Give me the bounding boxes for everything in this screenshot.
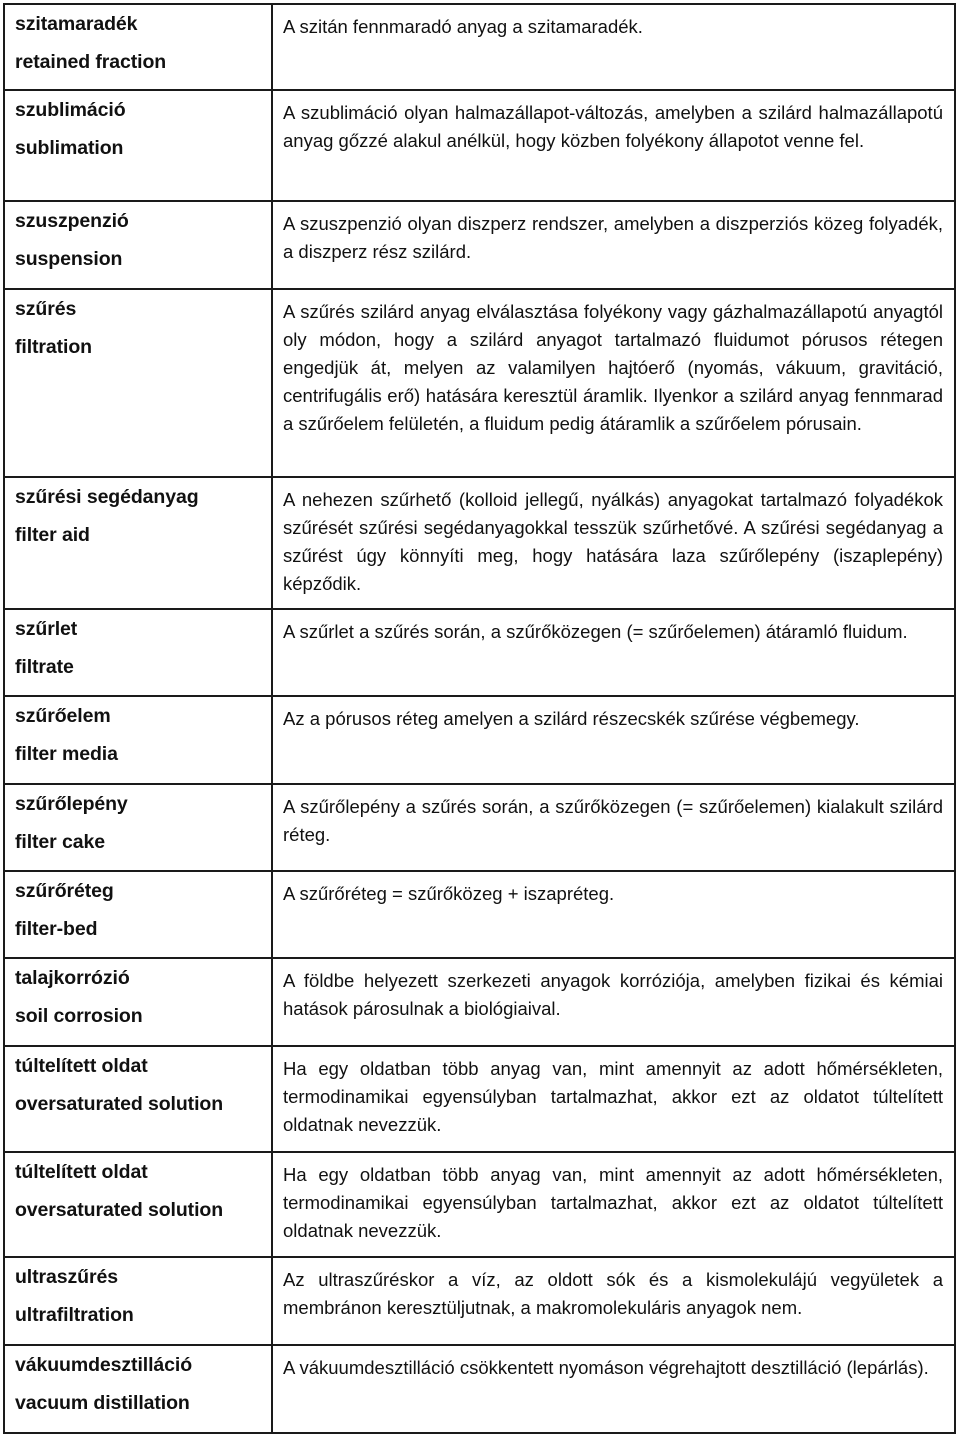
glossary-row	[4, 4, 955, 90]
term-cell	[4, 289, 272, 477]
term-english: oversaturated solution	[15, 1093, 224, 1115]
term-hungarian: szublimáció	[15, 99, 126, 121]
glossary-row	[4, 696, 955, 784]
term-cell	[4, 1046, 272, 1152]
definition-cell	[272, 477, 955, 609]
term-hungarian: szűrlet	[15, 618, 78, 640]
definition-cell	[272, 201, 955, 289]
term-cell	[4, 784, 272, 871]
term-english: filtrate	[15, 656, 74, 678]
definition-text: A szűrés szilárd anyag elválasztása folyékony vagy gázhalmazállapotú anyagtól oly módon, hogy a szilárd anyagot tartalmazó fluidumot pórusos rétegen engedjük át, melyen az valamilyen hajtóerő (nyomás, vákuum, gravitáció, centrifugális erő) hatására keresztül áramlik. Ilyenkor a szilárd anyag fennmarad a szűrőelem felületén, a fluidum pedig átáramlik a szűrőelem pórusain.	[283, 301, 943, 434]
glossary-row	[4, 609, 955, 696]
term-english: filter-bed	[15, 918, 98, 940]
definition-text: A szűrőréteg = szűrőközeg + iszapréteg.	[283, 883, 615, 904]
term-hungarian: szitamaradék	[15, 13, 138, 35]
term-hungarian: vákuumdesztilláció	[15, 1354, 193, 1376]
term-cell	[4, 696, 272, 784]
definition-text: A vákuumdesztilláció csökkentett nyomáson végrehajtott desztilláció (lepárlás).	[283, 1357, 929, 1378]
glossary-row	[4, 90, 955, 201]
term-hungarian: szuszpenzió	[15, 210, 129, 232]
definition-cell	[272, 784, 955, 871]
term-cell	[4, 477, 272, 609]
term-hungarian: ultraszűrés	[15, 1266, 118, 1288]
term-cell	[4, 1345, 272, 1433]
term-cell	[4, 871, 272, 958]
term-english: oversaturated solution	[15, 1199, 224, 1221]
definition-text: A szitán fennmaradó anyag a szitamaradék.	[283, 16, 643, 37]
term-english: filter media	[15, 743, 118, 765]
glossary-row	[4, 1257, 955, 1345]
glossary-row	[4, 1345, 955, 1433]
definition-cell	[272, 871, 955, 958]
term-hungarian: szűrőelem	[15, 705, 111, 727]
definition-text: Ha egy oldatban több anyag van, mint amennyit az adott hőmérsékleten, termodinamikai egyensúlyban tartalmazhat, akkor ezt az oldatot túltelített oldatnak nevezzük.	[283, 1058, 943, 1135]
glossary-row	[4, 871, 955, 958]
glossary-row	[4, 1152, 955, 1257]
term-hungarian: túltelített oldat	[15, 1055, 148, 1077]
definition-text: A földbe helyezett szerkezeti anyagok korróziója, amelyben fizikai és kémiai hatások párosulnak a biológiaival.	[283, 970, 943, 1019]
definition-text: Ha egy oldatban több anyag van, mint amennyit az adott hőmérsékleten, termodinamikai egyensúlyban tartalmazhat, akkor ezt az oldatot túltelített oldatnak nevezzük.	[283, 1164, 943, 1241]
glossary-row	[4, 1046, 955, 1152]
definition-cell	[272, 1046, 955, 1152]
term-english: suspension	[15, 248, 123, 270]
definition-cell	[272, 289, 955, 477]
definition-text: A szűrőlepény a szűrés során, a szűrőközegen (= szűrőelemen) kialakult szilárd réteg.	[283, 796, 943, 845]
term-english: vacuum distillation	[15, 1392, 190, 1414]
definition-cell	[272, 4, 955, 90]
term-cell	[4, 201, 272, 289]
term-hungarian: szűrés	[15, 298, 77, 320]
term-hungarian: talajkorrózió	[15, 967, 130, 989]
glossary-row	[4, 477, 955, 609]
term-english: sublimation	[15, 137, 124, 159]
definition-cell	[272, 1152, 955, 1257]
term-cell	[4, 609, 272, 696]
term-english: soil corrosion	[15, 1005, 143, 1027]
definition-text: A szublimáció olyan halmazállapot-változás, amelyben a szilárd halmazállapotú anyag gőzzé alakul anélkül, hogy közben folyékony állapotot venne fel.	[283, 102, 943, 151]
definition-cell	[272, 90, 955, 201]
definition-cell	[272, 696, 955, 784]
definition-cell	[272, 1257, 955, 1345]
term-cell	[4, 1257, 272, 1345]
term-hungarian: szűrési segédanyag	[15, 486, 199, 508]
term-hungarian: túltelített oldat	[15, 1161, 148, 1183]
term-english: filter aid	[15, 524, 90, 546]
term-hungarian: szűrőréteg	[15, 880, 114, 902]
glossary-row	[4, 289, 955, 477]
definition-text: Az ultraszűréskor a víz, az oldott sók és a kismolekulájú vegyületek a membránon keresztüljutnak, a makromolekuláris anyagok nem.	[283, 1269, 943, 1318]
definition-text: A nehezen szűrhető (kolloid jellegű, nyálkás) anyagokat tartalmazó folyadékok szűrését szűrési segédanyagokkal tesszük szűrhetővé. A szűrési segédanyag a szűrést úgy könnyíti meg, hogy hatására laza szűrőlepény (iszaplepény) képződik.	[283, 489, 943, 594]
term-cell	[4, 4, 272, 90]
glossary-row	[4, 958, 955, 1046]
definition-text: A szűrlet a szűrés során, a szűrőközegen (= szűrőelemen) átáramló fluidum.	[283, 621, 908, 642]
term-english: ultrafiltration	[15, 1304, 134, 1326]
definition-text: A szuszpenzió olyan diszperz rendszer, amelyben a diszperziós közeg folyadék, a diszperz rész szilárd.	[283, 213, 943, 262]
definition-cell	[272, 958, 955, 1046]
definition-text: Az a pórusos réteg amelyen a szilárd részecskék szűrése végbemegy.	[283, 708, 860, 729]
glossary-row	[4, 784, 955, 871]
glossary-table	[3, 3, 956, 1434]
definition-cell	[272, 1345, 955, 1433]
term-english: filtration	[15, 336, 92, 358]
term-cell	[4, 90, 272, 201]
term-hungarian: szűrőlepény	[15, 793, 128, 815]
term-english: retained fraction	[15, 51, 167, 73]
term-cell	[4, 1152, 272, 1257]
glossary-row	[4, 201, 955, 289]
definition-cell	[272, 609, 955, 696]
term-cell	[4, 958, 272, 1046]
term-english: filter cake	[15, 831, 105, 853]
